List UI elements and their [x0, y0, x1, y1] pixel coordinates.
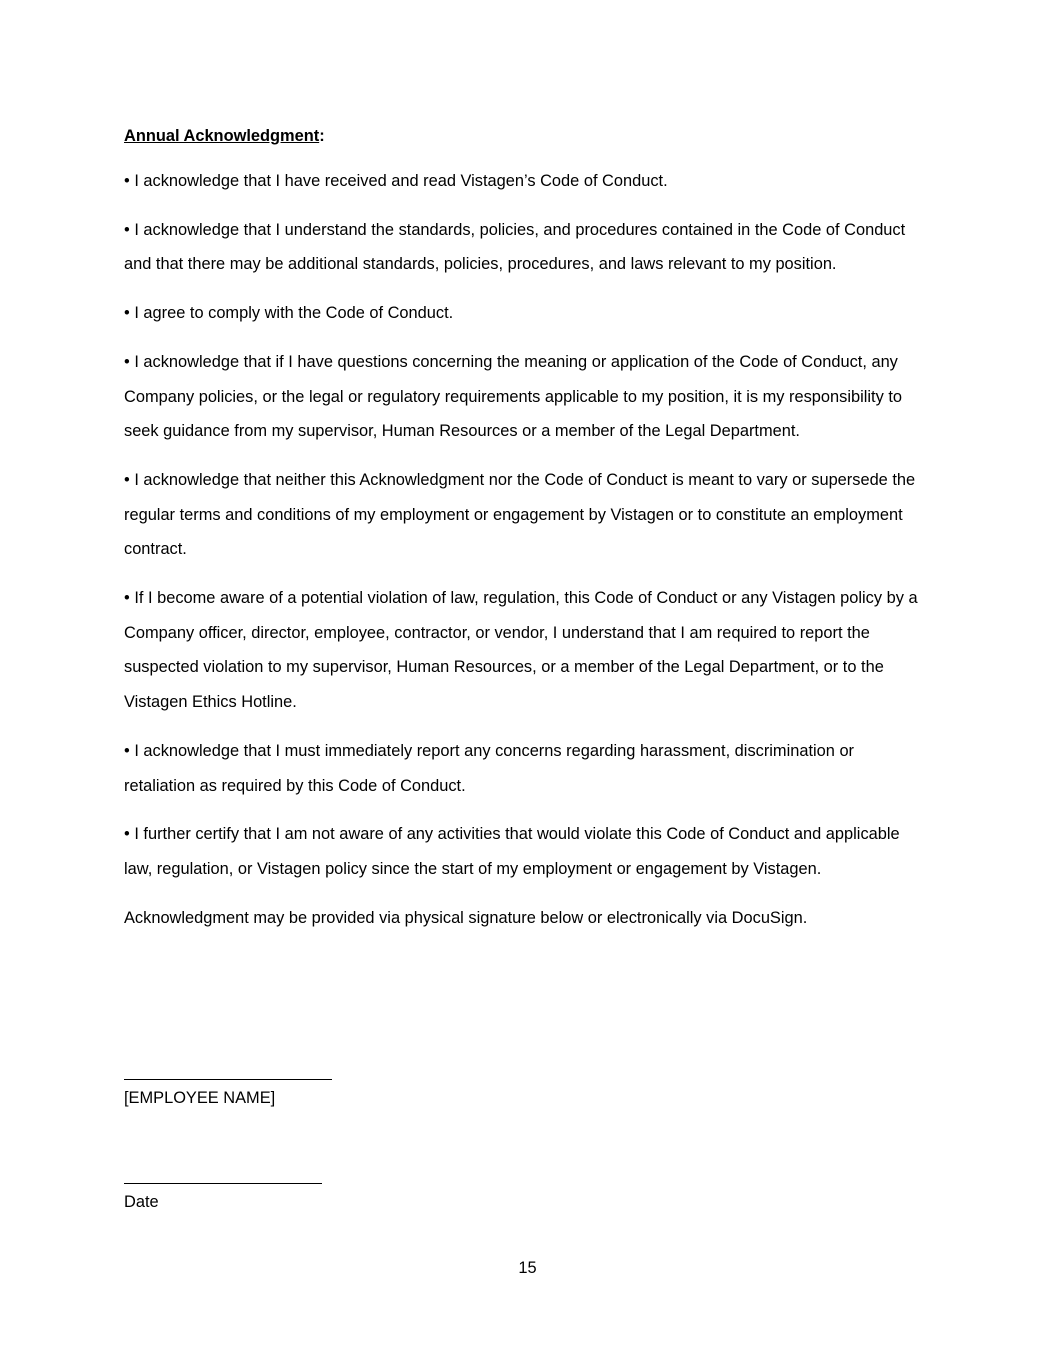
heading-title: Annual Acknowledgment [124, 127, 320, 145]
date-signature-block [124, 1183, 322, 1213]
acknowledgment-bullet-8 [124, 817, 924, 886]
closing-note: Acknowledgment may be provided via physical signature below or electronically via DocuSign. [124, 908, 808, 927]
bullet-text: I acknowledge that neither this Acknowledgment nor the Code of Conduct is meant to vary or supersede the regular terms and conditions of my employment or engagement by Vistagen or to constitute an employment contract. [124, 470, 916, 559]
date-label: Date [124, 1193, 159, 1211]
bullet-icon: • [124, 589, 130, 608]
bullet-icon: • [124, 741, 130, 760]
heading-colon: : [319, 127, 325, 145]
acknowledgment-bullet-3 [124, 296, 924, 331]
bullet-text: I acknowledge that I have received and read Vistagen’s Code of Conduct. [134, 172, 668, 190]
bullet-text: I agree to comply with the Code of Conduct. [134, 304, 454, 323]
acknowledgment-bullet-5 [124, 463, 924, 567]
bullet-icon: • [124, 220, 130, 239]
employee-name-label: [EMPLOYEE NAME] [124, 1089, 276, 1107]
employee-signature-line [124, 1079, 332, 1080]
acknowledgment-bullet-7 [124, 734, 924, 803]
acknowledgment-bullet-6 [124, 581, 924, 720]
acknowledgment-bullet-2 [124, 213, 924, 282]
page-number: 15 [518, 1259, 537, 1277]
bullet-icon: • [124, 825, 130, 844]
page-content [124, 122, 924, 949]
bullet-text: I further certify that I am not aware of any activities that would violate this Code of Conduct and applicable law, regulation, or Vistagen policy since the start of my employment or engagement by Vistagen. [124, 825, 900, 878]
bullet-icon: • [124, 470, 130, 489]
bullet-text: I acknowledge that I must immediately report any concerns regarding harassment, discrimination or retaliation as required by this Code of Conduct. [124, 741, 855, 795]
bullet-icon: • [124, 352, 130, 371]
acknowledgment-bullet-1 [124, 164, 924, 199]
bullet-text: If I become aware of a potential violation of law, regulation, this Code of Conduct or any Vistagen policy by a Company officer, director, employee, contractor, or vendor, I understand that I am required to report the suspected violation to my supervisor, Human Resources, or a member of the Legal Department, or to the Vistagen Ethics Hotline. [124, 589, 918, 712]
bullet-icon: • [124, 172, 130, 190]
bullet-icon: • [124, 304, 130, 323]
bullet-text: I acknowledge that I understand the standards, policies, and procedures contained in the Code of Conduct and that there may be additional standards, policies, procedures, and laws relevant to my position. [124, 220, 906, 274]
date-signature-line [124, 1183, 322, 1184]
bullet-text: I acknowledge that if I have questions concerning the meaning or application of the Code of Conduct, any Company policies, or the legal or regulatory requirements applicable to my position, it is my responsibility to seek guidance from my supervisor, Human Resources or a member of the Legal Department. [124, 352, 903, 441]
section-heading [124, 122, 924, 150]
acknowledgment-bullet-4 [124, 345, 924, 449]
employee-signature-block [124, 1079, 332, 1109]
